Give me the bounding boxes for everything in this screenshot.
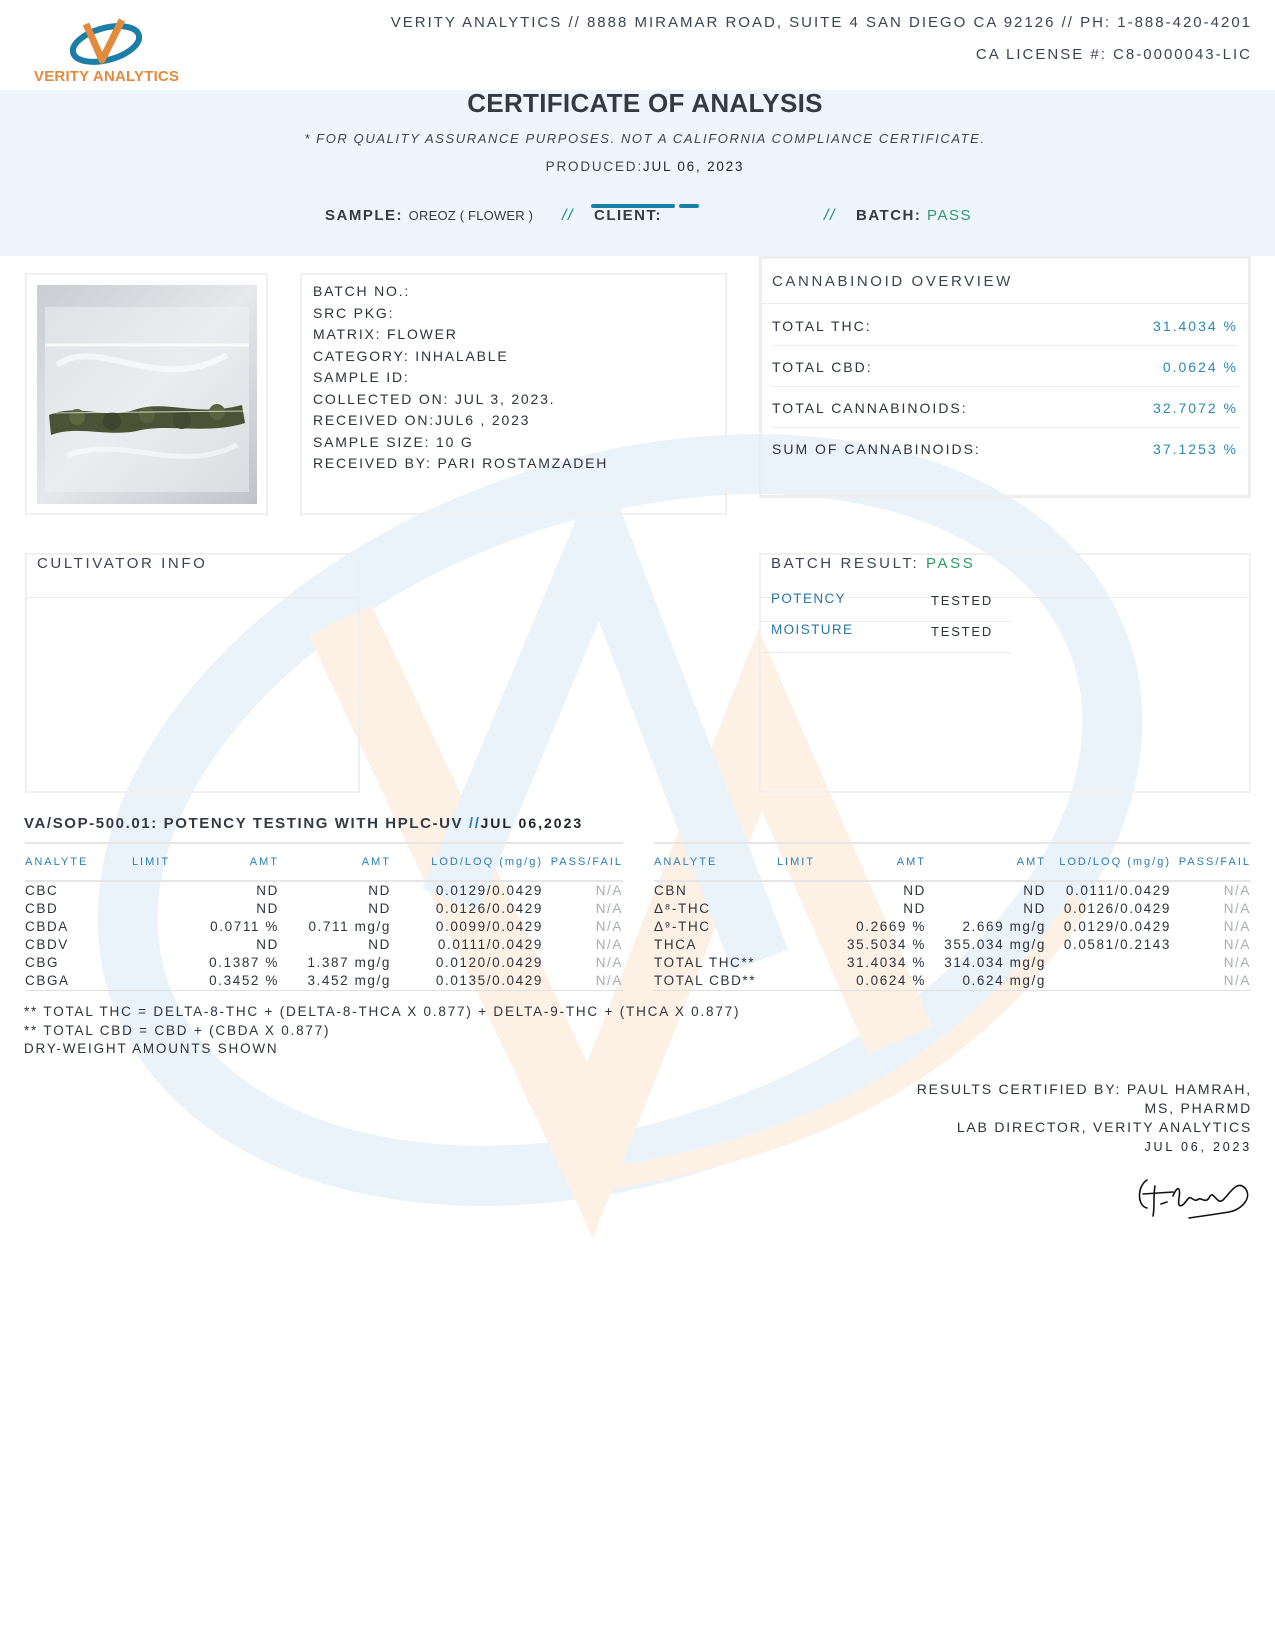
cell-amt-mgg: 3.452 mg/g	[279, 972, 391, 991]
signature-image	[1133, 1166, 1251, 1224]
overview-row	[772, 346, 1238, 387]
cell-limit	[760, 900, 832, 918]
footnote: ** TOTAL THC = DELTA-8-THC + (DELTA-8-THCA X 0.877) + DELTA-9-THC + (THCA X 0.877)	[24, 1004, 741, 1019]
cell-pass-fail: N/A	[1171, 972, 1251, 991]
cell-amt-percent: 0.0711 %	[210, 919, 279, 934]
category: CATEGORY: INHALABLE	[313, 347, 509, 364]
cell-analyte: CBDA	[25, 919, 69, 934]
table-row	[25, 954, 623, 972]
table-row	[654, 881, 1251, 900]
cell-amt-percent: 0.0624 %	[832, 972, 926, 991]
overview-label: TOTAL CANNABINOIDS:	[772, 400, 968, 416]
client-field	[594, 207, 662, 224]
table-row	[25, 972, 623, 991]
batch-result-card	[759, 553, 1251, 793]
sample-label: SAMPLE:	[325, 207, 403, 224]
cell-analyte: TOTAL THC**	[654, 955, 756, 970]
cell-lod-loq: 0.0135/0.0429	[391, 972, 543, 991]
cell-amt-percent: 35.5034 %	[847, 937, 926, 952]
received-on: RECEIVED ON:JUL6 , 2023	[313, 412, 531, 428]
client-redaction-bar	[679, 204, 699, 208]
sample-info-card	[300, 273, 727, 515]
cell-amt-percent: ND	[256, 901, 279, 916]
cell-pass-fail: N/A	[595, 901, 623, 916]
overview-value: 0.0624 %	[1162, 359, 1238, 375]
cell-analyte: CBC	[25, 883, 59, 898]
cell-limit	[760, 936, 832, 954]
produced-label: PRODUCED:	[545, 159, 643, 174]
cell-limit	[115, 954, 187, 972]
cell-amt-percent: 0.2669 %	[856, 919, 926, 934]
cell-amt-mgg: 355.034 mg/g	[944, 937, 1046, 952]
cell-limit	[760, 918, 832, 936]
cell-analyte: THCA	[654, 937, 698, 952]
cell-analyte: Δ⁸-THC	[654, 901, 711, 916]
produced-date: JUL 06, 2023	[642, 159, 745, 174]
cell-analyte: Δ⁹-THC	[654, 919, 711, 934]
cell-lod-loq: 0.0099/0.0429	[435, 919, 543, 934]
cell-lod-loq: 0.0129/0.0429	[1063, 919, 1171, 934]
disclaimer: * FOR QUALITY ASSURANCE PURPOSES. NOT A CALIFORNIA COMPLIANCE CERTIFICATE.	[304, 131, 986, 146]
sample-id: SAMPLE ID:	[313, 369, 410, 385]
batch-label: BATCH:	[856, 207, 922, 224]
cell-amt-mgg: 1.387 mg/g	[307, 955, 391, 970]
source-package: SRC PKG:	[313, 304, 395, 321]
column-header: LIMIT	[760, 843, 832, 881]
batch-status: PASS	[927, 207, 972, 224]
separator: //	[824, 207, 836, 224]
cell-amt-mgg: ND	[368, 883, 391, 898]
separator: //	[562, 207, 574, 224]
cell-limit	[760, 972, 832, 991]
cell-lod-loq	[1046, 972, 1171, 991]
cell-pass-fail: N/A	[595, 937, 623, 952]
cell-lod-loq	[1046, 954, 1171, 972]
overview-value: 32.7072 %	[1153, 400, 1238, 416]
test-status: TESTED	[931, 593, 994, 608]
cell-amt-mgg: 0.711 mg/g	[308, 919, 391, 934]
overview-row	[772, 428, 1238, 469]
sample-photo-card	[25, 273, 268, 515]
cell-amt-mgg: ND	[368, 937, 391, 952]
cell-limit	[115, 972, 187, 991]
column-header: AMT	[187, 843, 279, 881]
separator: //	[468, 815, 481, 832]
column-header: ANALYTE	[654, 843, 760, 881]
produced-line	[0, 159, 1275, 174]
footnote: ** TOTAL CBD = CBD + (CBDA X 0.877)	[24, 1022, 331, 1038]
cell-limit	[115, 936, 187, 954]
cell-pass-fail: N/A	[543, 972, 623, 991]
column-header: PASS/FAIL	[543, 843, 623, 881]
footnotes	[24, 1003, 740, 1059]
client-label: CLIENT:	[594, 207, 662, 224]
cell-amt-percent: ND	[903, 883, 926, 898]
overview-label: TOTAL CBD:	[772, 359, 873, 375]
cell-pass-fail: N/A	[1223, 901, 1251, 916]
divider	[762, 303, 1248, 304]
test-row	[761, 591, 1011, 622]
overview-row	[772, 305, 1238, 346]
potency-method: VA/SOP-500.01: POTENCY TESTING WITH HPLC-UV	[24, 815, 464, 832]
table-row	[25, 918, 623, 936]
column-header: ANALYTE	[25, 843, 115, 881]
cell-lod-loq: 0.0111/0.0429	[1065, 883, 1171, 898]
cell-lod-loq: 0.0120/0.0429	[435, 955, 543, 970]
test-name: MOISTURE	[771, 622, 854, 637]
cell-analyte: CBGA	[25, 972, 115, 991]
sample-info-list	[313, 281, 608, 475]
potency-date: JUL 06,2023	[480, 815, 584, 831]
cell-amt-percent: 31.4034 %	[847, 955, 926, 970]
certifier-title: LAB DIRECTOR, VERITY ANALYTICS	[956, 1119, 1252, 1135]
overview-value: 37.1253 %	[1153, 441, 1238, 457]
certification-block	[892, 1080, 1252, 1137]
cell-amt-percent: ND	[256, 883, 279, 898]
batch-number: BATCH NO.:	[313, 283, 411, 299]
cell-limit	[115, 900, 187, 918]
footnote: DRY-WEIGHT AMOUNTS SHOWN	[24, 1041, 279, 1056]
divider	[27, 597, 358, 598]
cell-amt-mgg: ND	[1023, 901, 1046, 916]
cell-amt-percent: 0.3452 %	[187, 972, 279, 991]
potency-table-left	[25, 842, 623, 991]
cell-amt-mgg: ND	[1023, 883, 1046, 898]
column-header: AMT	[279, 843, 391, 881]
overview-label: TOTAL THC:	[772, 318, 872, 334]
sample-field	[325, 207, 533, 224]
cell-amt-percent: 0.1387 %	[209, 955, 279, 970]
cell-pass-fail: N/A	[1223, 955, 1251, 970]
cell-pass-fail: N/A	[1223, 919, 1251, 934]
company-logo	[28, 14, 188, 88]
lab-license: CA LICENSE #: C8-0000043-LIC	[975, 46, 1252, 63]
cell-pass-fail: N/A	[595, 919, 623, 934]
matrix: MATRIX: FLOWER	[313, 326, 458, 342]
cell-pass-fail: N/A	[595, 955, 623, 970]
batch-result-title	[771, 555, 975, 572]
test-status: TESTED	[931, 624, 994, 639]
logo-mark-icon	[28, 14, 188, 70]
cell-limit	[115, 881, 187, 900]
overview-value: 31.4034 %	[1153, 318, 1238, 334]
cell-lod-loq: 0.0126/0.0429	[435, 901, 543, 916]
table-row	[654, 900, 1251, 918]
table-row	[654, 936, 1251, 954]
cell-lod-loq: 0.0126/0.0429	[1063, 901, 1171, 916]
column-header: LOD/LOQ (mg/g)	[391, 843, 543, 881]
potency-rows-right	[654, 881, 1251, 991]
potency-section-title	[24, 815, 583, 832]
cultivator-title: CULTIVATOR INFO	[37, 555, 208, 572]
cell-amt-mgg: 314.034 mg/g	[944, 955, 1046, 970]
cell-amt-mgg: 0.624 mg/g	[926, 972, 1046, 991]
certification-date: JUL 06, 2023	[1144, 1140, 1252, 1154]
cell-pass-fail: N/A	[1223, 883, 1251, 898]
cell-analyte: CBD	[25, 901, 59, 916]
overview-row	[772, 387, 1238, 428]
cell-amt-percent: ND	[256, 937, 279, 952]
column-header: PASS/FAIL	[1171, 843, 1251, 881]
overview-title: CANNABINOID OVERVIEW	[772, 273, 1013, 290]
cell-lod-loq: 0.0129/0.0429	[435, 883, 543, 898]
column-header: LOD/LOQ (mg/g)	[1046, 843, 1171, 881]
batch-result-status: PASS	[926, 555, 976, 572]
batch-result-label: BATCH RESULT:	[771, 555, 920, 572]
overview-label: SUM OF CANNABINOIDS:	[772, 441, 981, 457]
cell-pass-fail: N/A	[595, 883, 623, 898]
certified-by: RESULTS CERTIFIED BY: PAUL HAMRAH, MS, PHARMD	[916, 1081, 1252, 1116]
sample-value: OREOZ ( FLOWER )	[408, 208, 534, 223]
table-row	[654, 972, 1251, 991]
table-row	[654, 954, 1251, 972]
potency-table-right	[654, 842, 1251, 991]
cannabinoid-overview-card	[759, 256, 1251, 498]
batch-field	[856, 207, 972, 224]
potency-rows-left	[25, 881, 623, 991]
table-row	[25, 881, 623, 900]
page-title: CERTIFICATE OF ANALYSIS	[467, 88, 823, 118]
sample-photo	[37, 285, 257, 504]
cultivator-info-card	[25, 553, 360, 793]
column-header: AMT	[832, 843, 926, 881]
cell-analyte: TOTAL CBD**	[654, 972, 760, 991]
cell-analyte: CBG	[25, 955, 60, 970]
test-name: POTENCY	[771, 591, 847, 606]
sample-size: SAMPLE SIZE: 10 G	[313, 433, 474, 450]
cell-limit	[760, 881, 832, 900]
cell-amt-mgg: ND	[368, 901, 391, 916]
table-row	[654, 918, 1251, 936]
cell-amt-mgg: 2.669 mg/g	[962, 919, 1046, 934]
cell-pass-fail: N/A	[1223, 937, 1251, 952]
lab-address: VERITY ANALYTICS // 8888 MIRAMAR ROAD, SUITE 4 SAN DIEGO CA 92126 // PH: 1-888-420-4201	[390, 14, 1252, 31]
cell-limit	[760, 954, 832, 972]
cell-lod-loq: 0.0111/0.0429	[437, 937, 543, 952]
table-row	[25, 936, 623, 954]
cell-limit	[115, 918, 187, 936]
cell-lod-loq: 0.0581/0.2143	[1063, 937, 1171, 952]
logo-text: VERITY ANALYTICS	[34, 68, 180, 85]
collected-on: COLLECTED ON: JUL 3, 2023.	[313, 390, 556, 407]
table-header-row	[654, 843, 1251, 881]
column-header: AMT	[926, 843, 1046, 881]
table-row	[25, 900, 623, 918]
cell-amt-percent: ND	[903, 901, 926, 916]
received-by: RECEIVED BY: PARI ROSTAMZADEH	[313, 455, 609, 471]
column-header: LIMIT	[115, 843, 187, 881]
cell-analyte: CBN	[654, 883, 688, 898]
table-header-row	[25, 843, 623, 881]
test-row	[761, 622, 1011, 653]
cell-analyte: CBDV	[25, 937, 69, 952]
